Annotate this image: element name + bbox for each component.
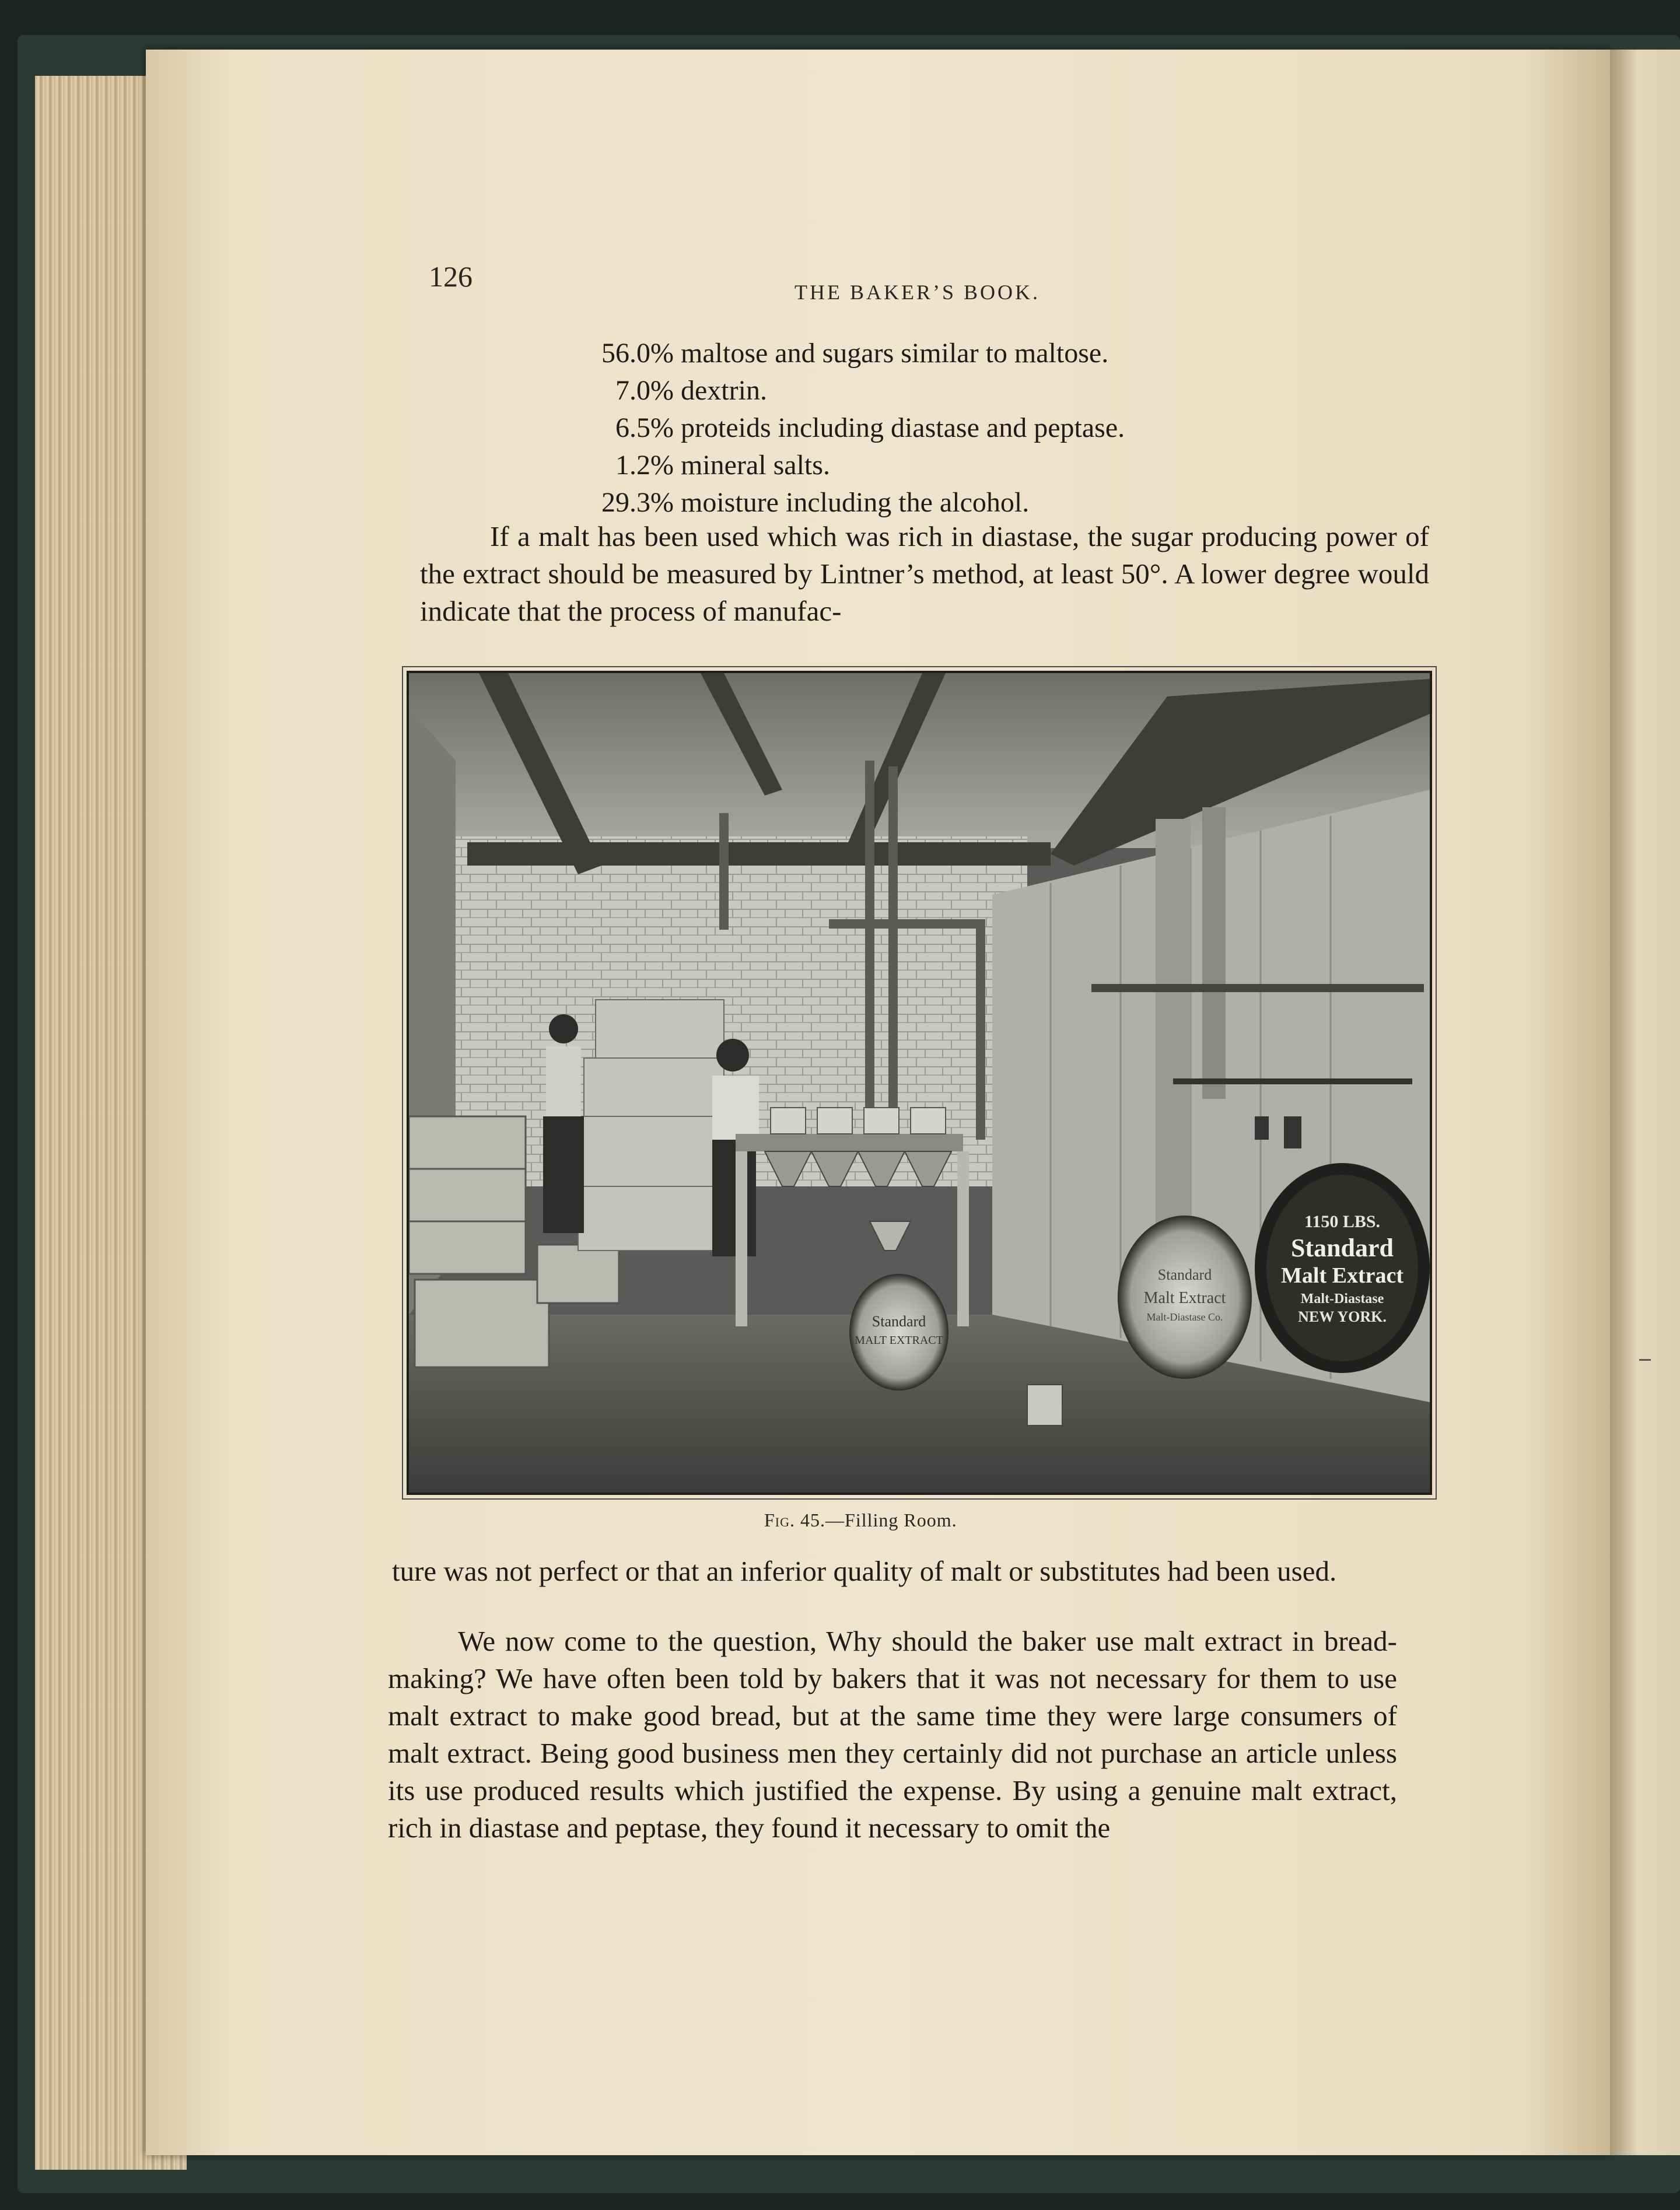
barrel-middle-label-2: Malt Extract xyxy=(1143,1289,1226,1307)
barrel-right xyxy=(1255,1163,1430,1373)
composition-text: moisture including the alcohol. xyxy=(681,487,1030,518)
composition-percent: 6.5% xyxy=(615,412,674,443)
composition-row xyxy=(575,337,1333,374)
barrel-right-label-5: NEW YORK. xyxy=(1298,1308,1387,1325)
barrel-left-label-1: Standard xyxy=(872,1313,926,1330)
barrel-left xyxy=(849,1274,949,1391)
barrel-right-label-4: Malt-Diastase xyxy=(1300,1291,1384,1307)
composition-percent: 7.0% xyxy=(615,375,674,406)
composition-text: mineral salts. xyxy=(681,450,830,481)
composition-text: maltose and sugars similar to maltose. xyxy=(681,338,1109,369)
filling-room-photo xyxy=(407,671,1432,1495)
barrel-right-label-1: 1150 LBS. xyxy=(1304,1212,1381,1231)
composition-percent: 1.2% xyxy=(615,450,674,481)
composition-row xyxy=(575,449,1333,486)
barrel-middle-label-3: Malt-Diastase Co. xyxy=(1146,1311,1223,1323)
composition-row xyxy=(575,412,1333,449)
facing-page-edge xyxy=(1610,50,1680,2155)
paragraph-malt-measurement: If a malt has been used which was rich in diastase, the sugar producing power of the extract should be measured by Lintner’s method, at least 50°. A lower degree would indicate that the process of manufac- xyxy=(420,520,1429,627)
figure-label: Fig. 45. xyxy=(764,1509,826,1530)
composition-percent: 56.0% xyxy=(601,338,674,369)
paragraph-why-malt-extract: We now come to the question, Why should the baker use malt extract in bread-making? We have often been told by bakers that it was not necessary for them to use malt extract to make good bread, but at the same time they were large consumers of malt extract. Being good business men they certainly did not purchase an article unless its use produced results which justified the expense. By using a genuine malt extract, rich in diastase and peptase, they found it necessary to omit the xyxy=(388,1625,1397,1844)
barrel-middle xyxy=(1118,1216,1252,1379)
barrel-middle-label-1: Standard xyxy=(1157,1266,1212,1283)
page-number: 126 xyxy=(429,260,473,293)
margin-mark xyxy=(1639,1359,1651,1361)
composition-list xyxy=(575,337,1333,524)
running-title: THE BAKER’S BOOK. xyxy=(794,281,1041,304)
barrel-right-label-2: Standard xyxy=(1290,1234,1394,1262)
composition-text: proteids including diastase and peptase. xyxy=(681,412,1125,443)
barrel-right-label-3: Malt Extract xyxy=(1281,1263,1404,1288)
figure-caption xyxy=(764,1509,957,1531)
composition-text: dextrin. xyxy=(681,375,767,406)
barrel-left-label-2: MALT EXTRACT xyxy=(855,1334,943,1347)
composition-percent: 29.3% xyxy=(601,487,674,518)
paragraph-continuation: ture was not perfect or that an inferior quality of malt or substitutes had been used. xyxy=(392,1555,1337,1587)
figure-caption-text: —Filling Room. xyxy=(825,1509,957,1530)
composition-row xyxy=(575,374,1333,412)
